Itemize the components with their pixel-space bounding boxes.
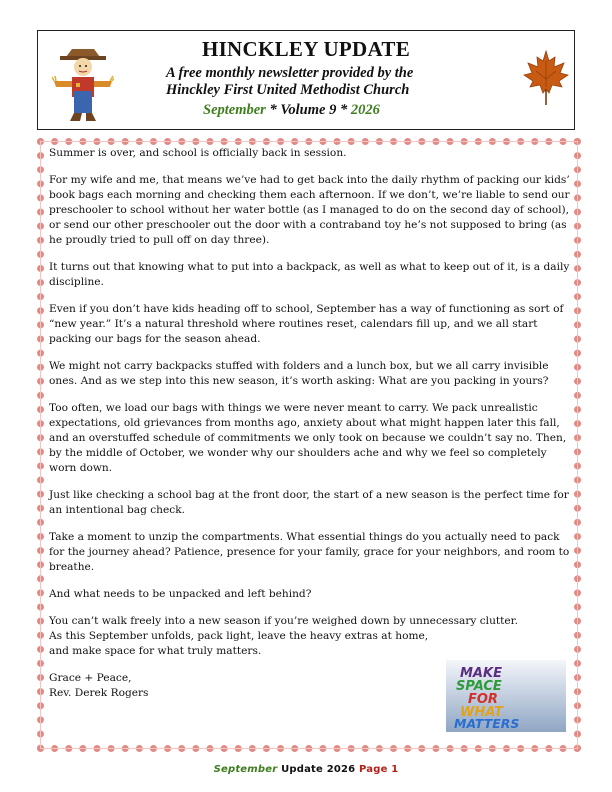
make-space-image — [446, 660, 566, 732]
paragraph: Too often, we load our bags with things we were never meant to carry. We pack unrealistic expectations, old grievances from months ago, anxiety about what might happen later this fall, and an overstuffed schedule of commitments we only took on because we couldn’t say no. Then, by the middle of October, we wonder why our shoulders ache and why we feel so completely worn down. — [49, 402, 567, 474]
image-word: MATTERS — [454, 716, 520, 731]
page-number: Page 1 — [359, 764, 399, 775]
signature: Rev. Derek Rogers — [49, 687, 149, 699]
volume-line — [203, 102, 380, 119]
signoff: Grace + Peace, — [49, 672, 132, 684]
issue-month: September — [203, 102, 266, 118]
image-word: SPACE — [456, 679, 502, 694]
paragraph: We might not carry backpacks stuffed with folders and a lunch box, but we all carry invisible ones. And as we step into this new season, it’s worth asking: What are you packing in yours? — [49, 360, 549, 387]
paragraph: And what needs to be unpacked and left behind? — [49, 588, 312, 600]
paragraph: For my wife and me, that means we’ve had to get back into the daily rhythm of packing our kids’ book bags each morning and checking them each afternoon. If we don’t, we’re liable to send our preschooler to school without her water bottle (as I managed to do on the second day of school), or send our other preschooler out the door with a contraband toy he’s not supposed to bring (as he proudly tried to pull off on day three). — [49, 174, 570, 246]
subtitle-line-1: A free monthly newsletter provided by the — [166, 65, 414, 81]
masthead — [37, 30, 575, 130]
closing-line: You can’t walk freely into a new season if you’re weighed down by unnecessary clutter. — [49, 615, 518, 627]
paragraph: Just like checking a school bag at the front door, the start of a new season is the perfect time for an intentional bag check. — [49, 489, 569, 516]
footer-update: Update 2026 — [277, 764, 360, 775]
volume-label: * Volume 9 * — [265, 102, 351, 118]
image-word: FOR — [468, 692, 498, 707]
paragraph: Even if you don’t have kids heading off to school, September has a way of functioning as sort of “new year.” It’s a natural threshold where routines reset, calendars fill up, and we all start packing our bags for the season ahead. — [49, 303, 564, 345]
paragraph: Take a moment to unzip the compartments. What essential things do you actually need to pack for the journey ahead? Patience, presence for your family, grace for your neighbors, and room to breathe. — [49, 531, 570, 573]
newsletter-title: HINCKLEY UPDATE — [201, 37, 411, 61]
image-word: MAKE — [460, 666, 502, 681]
page-footer — [0, 764, 612, 775]
paragraph: It turns out that knowing what to put into a backpack, as well as what to keep out of it, is a daily discipline. — [49, 261, 570, 288]
maple-leaf-icon — [522, 49, 570, 107]
issue-year: 2026 — [350, 102, 380, 118]
paragraph: Summer is over, and school is officially back in session. — [49, 147, 347, 159]
closing-line: and make space for what truly matters. — [49, 645, 262, 657]
closing-line: As this September unfolds, pack light, leave the heavy extras at home, — [49, 630, 429, 642]
subtitle-line-2: Hinckley First United Methodist Church — [166, 82, 410, 98]
image-word: WHAT — [460, 705, 503, 720]
footer-month: September — [213, 764, 278, 775]
newsletter-subtitle — [166, 65, 413, 99]
article-body — [49, 146, 575, 701]
